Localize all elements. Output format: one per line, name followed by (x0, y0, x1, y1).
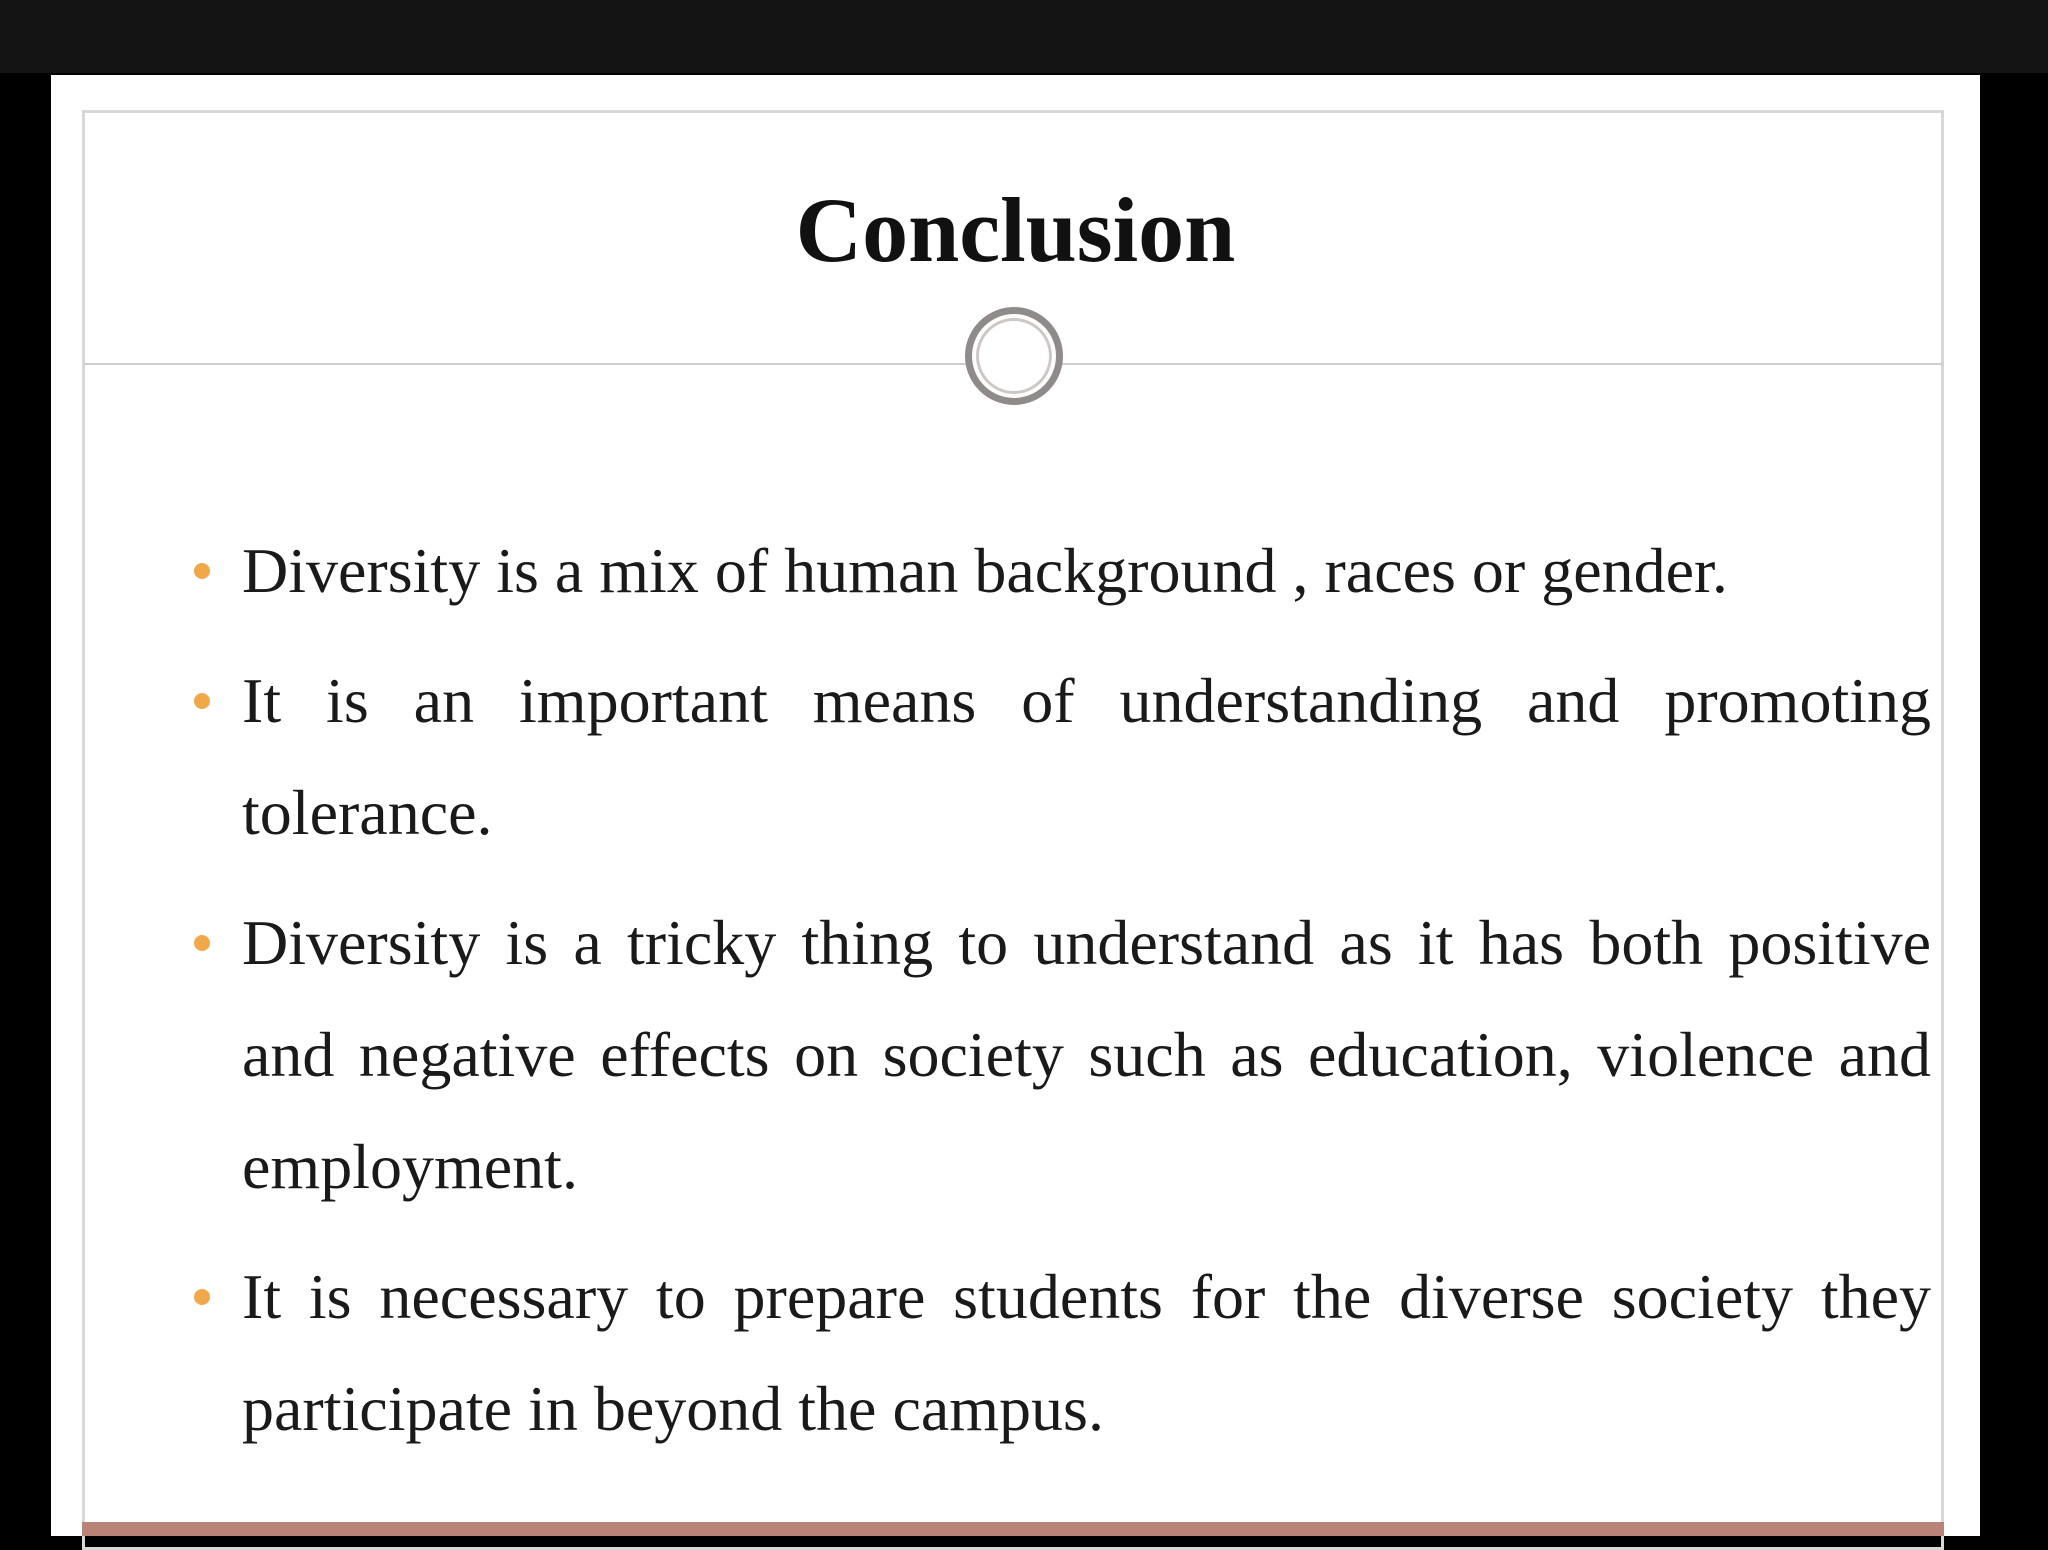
viewer-top-bar (0, 0, 2048, 73)
orange-dot-icon (194, 1289, 210, 1305)
bullet-text: It is an important means of understanding and promoting tolerance. (242, 665, 1931, 848)
bullet-text: Diversity is a tricky thing to understand as it has both positive and negative effects on society such as education, violence and employment. (242, 907, 1931, 1202)
bullet-list (191, 515, 1931, 1483)
slide-accent-bar (82, 1522, 1944, 1536)
list-item (191, 887, 1931, 1223)
bullet-text: Diversity is a mix of human background , races or gender. (242, 535, 1728, 606)
bullet-text: It is necessary to prepare students for the diverse society they participate in beyond the campus. (242, 1261, 1931, 1444)
ring-icon (965, 307, 1063, 405)
list-item (191, 1241, 1931, 1465)
slide (51, 75, 1980, 1536)
list-item (191, 645, 1931, 869)
list-item (191, 515, 1931, 627)
slide-title: Conclusion (795, 179, 1236, 281)
orange-dot-icon (194, 563, 210, 579)
orange-dot-icon (194, 693, 210, 709)
orange-dot-icon (194, 935, 210, 951)
